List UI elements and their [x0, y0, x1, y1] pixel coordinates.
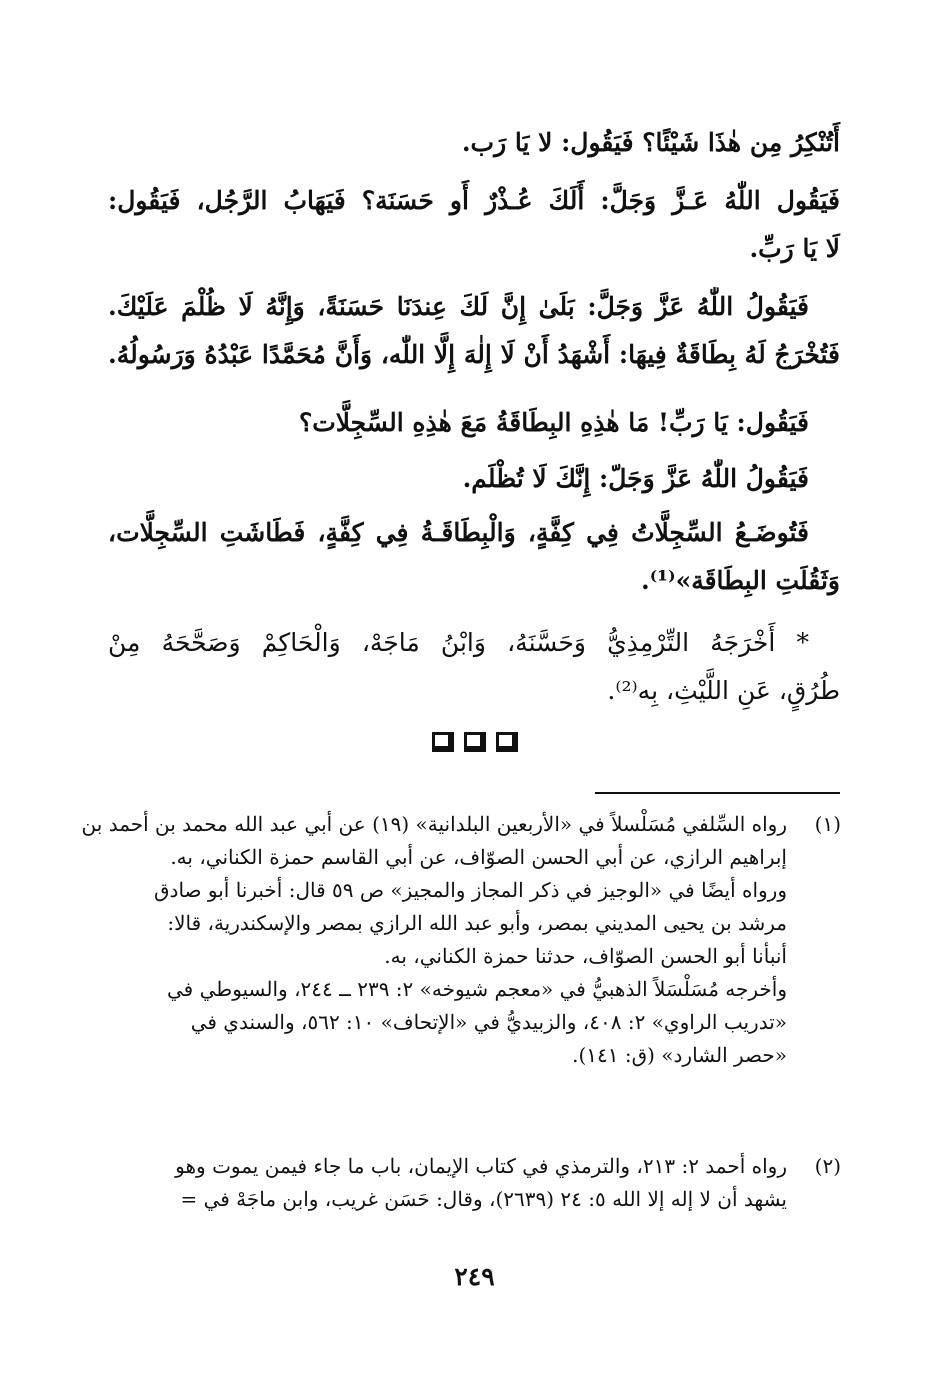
footnote-2-number: (٢) — [814, 1154, 841, 1178]
footnote-2-line: رواه أحمد ٢: ٢١٣، والترمذي في كتاب الإيمان، باب ما جاء فيمن يموت وهو — [175, 1154, 787, 1178]
footnote-1-line: أنبأنا أبو الحسن الصوّاف، حدثنا حمزة الكناني، به. — [384, 944, 787, 968]
hadith-line-6: فَيَقُول: يَا رَبِّ! مَا هٰذِهِ البِطَاقَةُ مَعَ هٰذِهِ السِّجِلَّات؟ — [298, 408, 809, 437]
hadith-line-5: فَتُخْرَجُ لَهُ بِطَاقَةٌ فِيهَا: أَشْهَدُ أَنْ لَا إِلٰهَ إِلَّا اللّٰه، وَأَنَّ مُحَمَّدًا عَبْدُهُ وَرَسُولُهُ. — [108, 340, 840, 369]
footnote-1-line: ورواه أيضًا في «الوجيز في ذكر المجاز والمجيز» ص ٥٩ قال: أخبرنا أبو صادق — [154, 878, 787, 902]
footnote-1-number: (١) — [814, 812, 841, 836]
takhrij-line-2: طُرُقٍ، عَنِ اللَّيْثِ، بِه⁽²⁾. — [607, 676, 840, 705]
footnote-1-line: مرشد بن يحيى المديني بمصر، وأبو عبد الله الرازي بمصر والإسكندرية، قالا: — [167, 911, 787, 935]
footnote-2 — [108, 1150, 841, 1216]
separator-box-icon — [496, 732, 518, 752]
footnote-1-line: إبراهيم الرازي، عن أبي الحسن الصوّاف، عن أبي القاسم حمزة الكناني، به. — [170, 845, 787, 869]
separator-box-icon — [464, 732, 486, 752]
hadith-line-9: وَثَقُلَتِ البِطَاقَة»⁽¹⁾. — [641, 566, 840, 595]
hadith-line-7: فَيَقُولُ اللّٰهُ عَزَّ وَجَلّ: إِنَّكَ لَا تُظْلَم. — [462, 464, 809, 493]
section-separator — [0, 732, 949, 752]
footnote-1 — [81, 808, 841, 1072]
separator-box-icon — [432, 732, 454, 752]
hadith-line-4: فَيَقُولُ اللّٰهُ عَزَّ وَجَلَّ: بَلَىٰ إِنَّ لَكَ عِندَنَا حَسَنَةً، وَإِنَّهُ لَا ظُلْمَ عَلَيْكَ. — [108, 292, 809, 321]
footnote-1-line: «تدريب الراوي» ٢: ٤٠٨، والزبيديُّ في «الإتحاف» ١٠: ٥٦٢، والسندي في — [190, 1010, 787, 1034]
hadith-line-2: فَيَقُول اللّٰهُ عَـزَّ وَجَلَّ: أَلَكَ عُـذْرٌ أَو حَسَنَة؟ فَيَهَابُ الرَّجُل، فَيَقُول: — [108, 186, 840, 215]
hadith-line-3: لَا يَا رَبِّ. — [749, 234, 840, 263]
footnote-1-line: وأخرجه مُسَلْسَلاً الذهبيُّ في «معجم شيوخه» ٢: ٢٣٩ ــ ٢٤٤، والسيوطي في — [167, 977, 787, 1001]
page-number: ٢٤٩ — [454, 1262, 495, 1291]
hadith-line-1: أَتُنْكِرُ مِن هٰذَا شَيْئًا؟ فَيَقُول: لا يَا رَب. — [461, 128, 840, 157]
footnote-1-line: «حصر الشارد» (ق: ١٤١). — [572, 1043, 787, 1067]
footnote-rule — [595, 792, 840, 794]
footnote-1-line: رواه السِّلفي مُسَلْسلاً في «الأربعين البلدانية» (١٩) عن أبي عبد الله محمد بن أحمد بن — [81, 812, 787, 836]
takhrij-line-1: * أَخْرَجَهُ التِّرْمِذِيُّ وَحَسَّنَهُ، وَابْنُ مَاجَهْ، وَالْحَاكِمْ وَصَحَّحَهُ مِنْ — [108, 628, 809, 657]
hadith-line-8: فَتُوضَـعُ السِّجِلَّاتُ فِي كِفَّةٍ، وَالْبِطَاقَـةُ فِي كِفَّةٍ، فَطَاشَتِ السِّجِلَّات، — [108, 518, 809, 547]
footnote-2-line: يشهد أن لا إله إلا الله ٥: ٢٤ (٢٦٣٩)، وقال: حَسَن غريب، وابن ماجَهْ في = — [180, 1187, 787, 1211]
